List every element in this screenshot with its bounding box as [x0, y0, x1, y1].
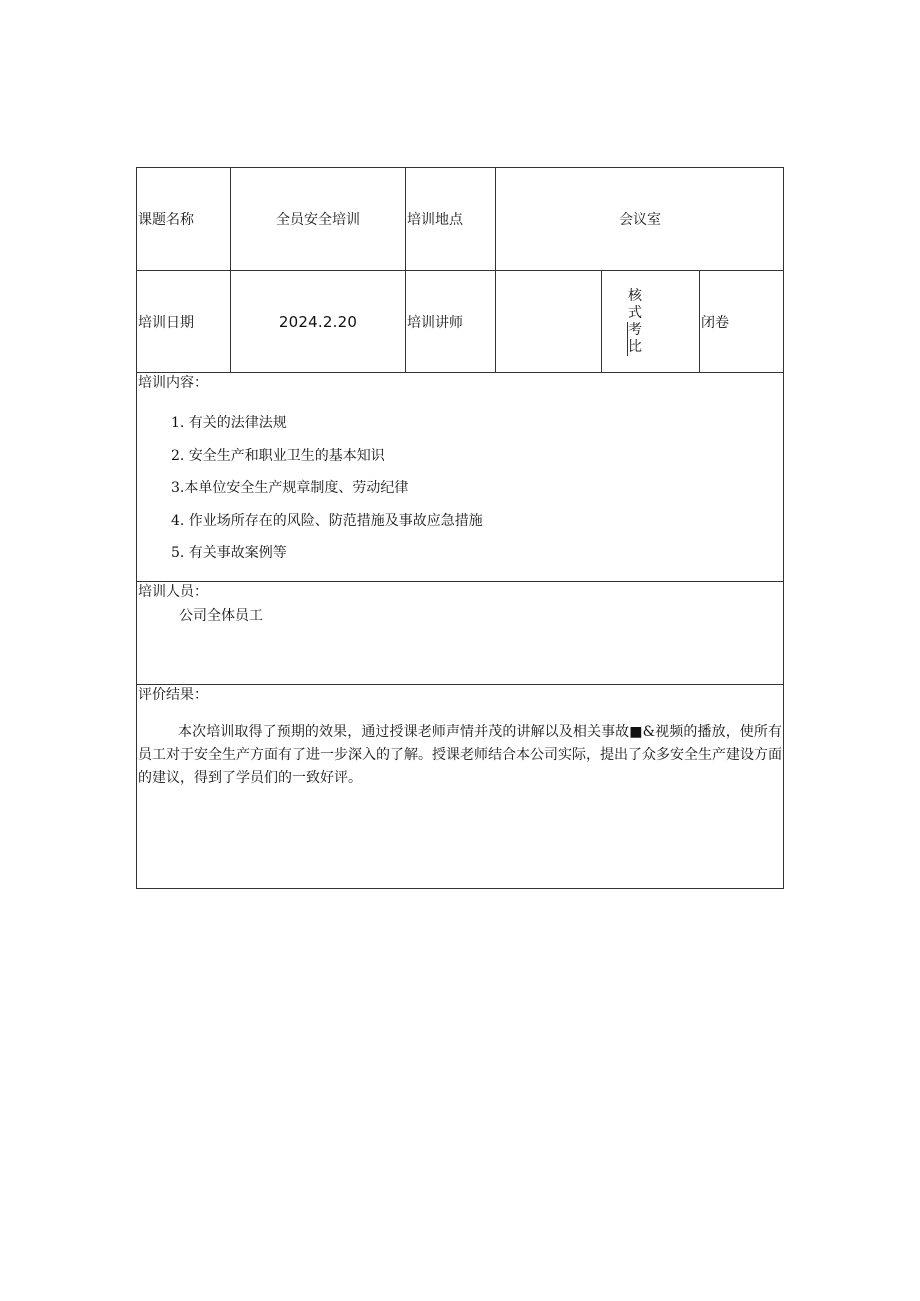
- exam-mode-value-text: 闭卷: [701, 314, 729, 331]
- topic-value: [231, 168, 406, 270]
- evaluation-text: 本次培训取得了预期的效果，通过授课老师声情并茂的讲解以及相关事故■&视频的播放，使所有员工对于安全生产方面有了进一步深入的了解。授课老师结合本公司实际，提出了众多安全生产建设方面的建议，得到了学员们的一致好评。: [138, 724, 782, 786]
- topic-label: [137, 168, 231, 270]
- topic-value-text: 全员安全培训: [276, 212, 360, 228]
- training-content-title: 培训内容：: [138, 375, 208, 391]
- date-label-text: 培训日期: [138, 314, 194, 331]
- exam-mode-char-1: 核: [628, 287, 642, 304]
- list-item: 3.本单位安全生产规章制度、劳动纪律: [171, 480, 409, 496]
- training-people-title: 培训人员：: [138, 584, 208, 600]
- date-value-text: 2024.2.20: [278, 312, 358, 331]
- training-people-value: 公司全体员工: [179, 608, 263, 624]
- list-item: 2. 安全生产和职业卫生的基本知识: [171, 447, 385, 464]
- evaluation-title: 评价结果：: [138, 687, 208, 703]
- exam-mode-char-4: 比: [628, 338, 642, 355]
- topic-label-text: 课题名称: [138, 212, 194, 228]
- form-row-topic: [137, 168, 783, 271]
- exam-mode-value: [700, 271, 784, 372]
- exam-mode-bracket: [627, 322, 642, 356]
- location-value: [496, 168, 784, 270]
- list-item: 4. 作业场所存在的风险、防范措施及事故应急措施: [171, 512, 483, 529]
- evaluation-section: [137, 685, 783, 889]
- exam-mode-char-2: 式: [628, 304, 642, 321]
- date-value: [231, 271, 406, 372]
- exam-mode-label-stack: [628, 288, 642, 356]
- training-content-section: [137, 373, 783, 582]
- exam-mode-label: [602, 271, 700, 372]
- lecturer-value: [496, 271, 602, 372]
- training-record-form: [136, 167, 784, 889]
- exam-mode-char-3: 考: [628, 321, 642, 338]
- form-row-date: [137, 271, 783, 373]
- training-people-section: [137, 582, 783, 685]
- lecturer-label-text: 培训讲师: [407, 314, 463, 331]
- date-label: [137, 271, 231, 372]
- location-label-text: 培训地点: [407, 212, 463, 228]
- list-item: 1. 有关的法律法规: [171, 415, 287, 431]
- location-label: [406, 168, 496, 270]
- location-value-text: 会议室: [619, 212, 661, 228]
- training-content-list: [171, 413, 483, 576]
- lecturer-label: [406, 271, 496, 372]
- list-item: 5. 有关事故案例等: [171, 545, 287, 561]
